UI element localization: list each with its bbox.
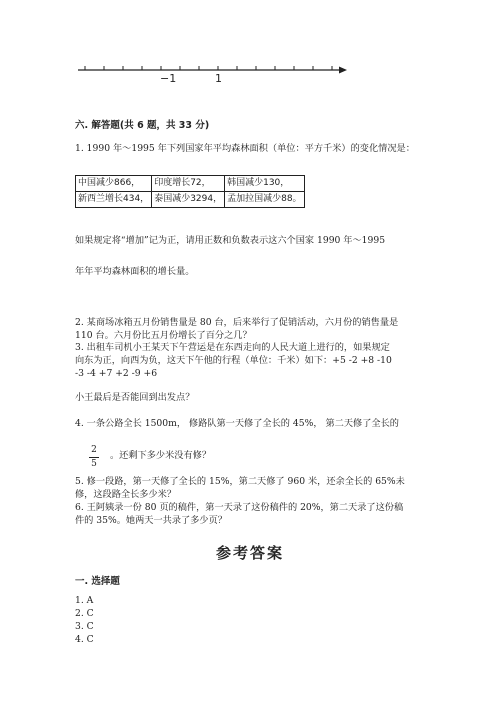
q1-follow-line-2: 年年平均森林面积的增长量。: [75, 266, 195, 277]
q2-line-1: 2. 某商场冰箱五月份销售量是 80 台，后来举行了促销活动，六月份的销售量是: [75, 317, 399, 328]
fraction-numerator: 2: [91, 445, 97, 455]
table-cell: 孟加拉国减少88。: [225, 192, 304, 208]
q1-intro: 1. 1990 年～1995 年下列国家年平均森林面积（单位：平方千米）的变化情况是：: [75, 143, 415, 154]
table-cell: 泰国减少3294，: [152, 192, 225, 208]
q4-line-2: 。还剩下多少米没有修？: [110, 450, 212, 461]
answers-section-header: 一. 选择题: [75, 576, 120, 587]
fraction-bar: [89, 457, 99, 458]
answers-title: 参考答案: [215, 544, 284, 562]
number-line-label-neg: −1: [160, 72, 177, 85]
q4-fraction: [89, 445, 99, 470]
q3-line-1: 3. 出租车司机小王某天下午营运是在东西走向的人民大道上进行的，如果规定: [75, 342, 390, 353]
q6-line-2: 件的 35%。她两天一共录了多少页？: [75, 515, 227, 526]
number-line-label-pos: 1: [215, 72, 222, 85]
table-cell: 韩国减少130，: [225, 176, 304, 192]
number-line: [0, 0, 500, 95]
answer-item: 1. A: [75, 595, 94, 606]
q1-follow-line-1: 如果规定将“增加”记为正，请用正数和负数表示这六个国家 1990 年～1995: [75, 235, 386, 246]
q2-line-2: 110 台。六月份比五月份增长了百分之几？: [75, 330, 252, 341]
table-cell: 印度增长72，: [152, 176, 225, 192]
table-cell: 新西兰增长434，: [76, 192, 152, 208]
table-cell: 中国减少866，: [76, 176, 152, 192]
forest-area-table: [75, 175, 305, 208]
fraction-denominator: 5: [91, 459, 97, 469]
answer-item: 3. C: [75, 621, 94, 632]
q5-line-2: 修，这段路全长多少米？: [75, 489, 177, 500]
q3-line-3: -3 -4 +7 +2 -9 +6: [75, 368, 158, 379]
q6-line-1: 6. 王阿姨录一份 80 页的稿件，第一天录了这份稿件的 20%，第二天录了这份稿: [75, 502, 404, 513]
answer-item: 2. C: [75, 608, 94, 619]
q4-line-1: 4. 一条公路全长 1500m， 修路队第一天修了全长的 45%， 第二天修了全长的: [75, 418, 399, 429]
number-line-axis: [78, 67, 347, 74]
table-row: [76, 176, 305, 192]
answer-item: 4. C: [75, 634, 94, 645]
section-6-header: 六. 解答题(共 6 题，共 33 分): [75, 120, 210, 131]
q3-question: 小王最后是否能回到出发点？: [75, 392, 195, 403]
table-row: [76, 192, 305, 208]
q3-line-2: 向东为正，向西为负，这天下午他的行程（单位：千米）如下：+5 -2 +8 -10: [75, 355, 392, 366]
q5-line-1: 5. 修一段路，第一天修了全长的 15%，第二天修了 960 米，还余全长的 65%未: [75, 476, 405, 487]
